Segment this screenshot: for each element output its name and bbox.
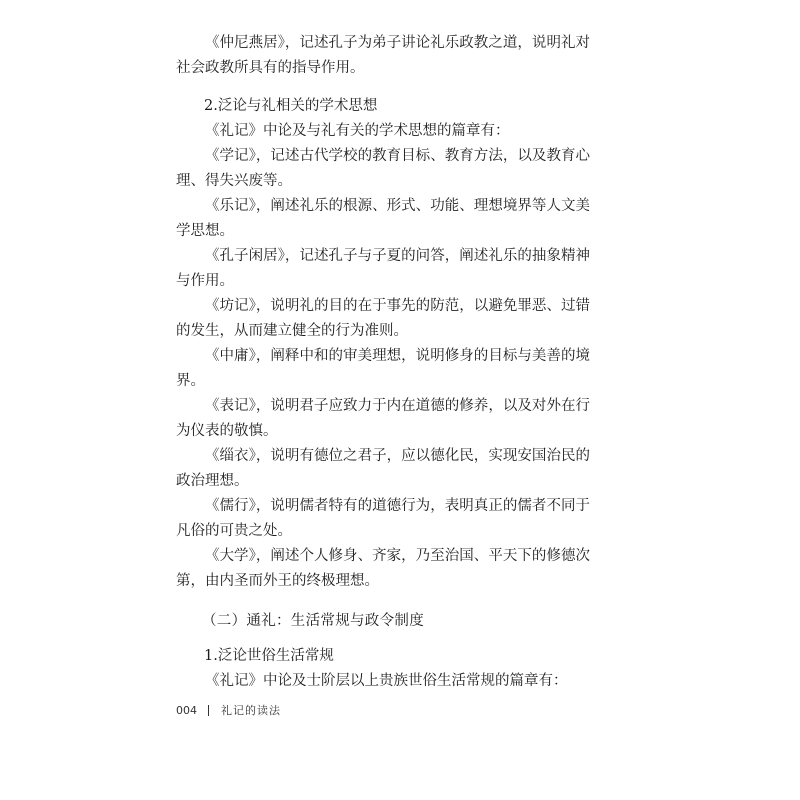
page-number: 004 (176, 703, 197, 717)
footer-divider (208, 705, 209, 716)
subheading: 2.泛论与礼相关的学术思想 (204, 98, 378, 114)
paragraph: 《礼记》中论及与礼有关的学术思想的篇章有： (205, 123, 510, 139)
paragraph: 《礼记》中论及士阶层以上贵族世俗生活常规的篇章有： (205, 673, 568, 689)
body-text (176, 31, 590, 694)
paragraph: 《乐记》，阐述礼乐的根源、形式、功能、理想境界等人文美学思想。 (176, 198, 590, 239)
subheading: 1.泛论世俗生活常规 (204, 648, 334, 664)
section-heading: （二）通礼：生活常规与政令制度 (202, 613, 424, 629)
paragraph: 《仲尼燕居》，记述孔子为弟子讲论礼乐政教之道，说明礼对社会政教所具有的指导作用。 (176, 35, 590, 76)
paragraph: 《学记》，记述古代学校的教育目标、教育方法，以及教育心理、得失兴废等。 (176, 148, 590, 189)
paragraph: 《大学》，阐述个人修身、齐家，乃至治国、平天下的修德次第，由内圣而外王的终极理想。 (176, 548, 590, 589)
paragraph: 《表记》，说明君子应致力于内在道德的修养，以及对外在行为仪表的敬慎。 (176, 398, 590, 439)
paragraph: 《坊记》，说明礼的目的在于事先的防范，以避免罪恶、过错的发生，从而建立健全的行为准则。 (176, 298, 590, 339)
paragraph: 《缁衣》，说明有德位之君子，应以德化民，实现安国治民的政治理想。 (176, 448, 590, 489)
page-footer (176, 702, 281, 718)
paragraph: 《中庸》，阐释中和的审美理想，说明修身的目标与美善的境界。 (176, 348, 590, 389)
paragraph: 《孔子闲居》，记述孔子与子夏的问答，阐述礼乐的抽象精神与作用。 (176, 248, 590, 289)
running-title: 礼记的读法 (221, 704, 281, 717)
paragraph: 《儒行》，说明儒者特有的道德行为，表明真正的儒者不同于凡俗的可贵之处。 (176, 498, 590, 539)
